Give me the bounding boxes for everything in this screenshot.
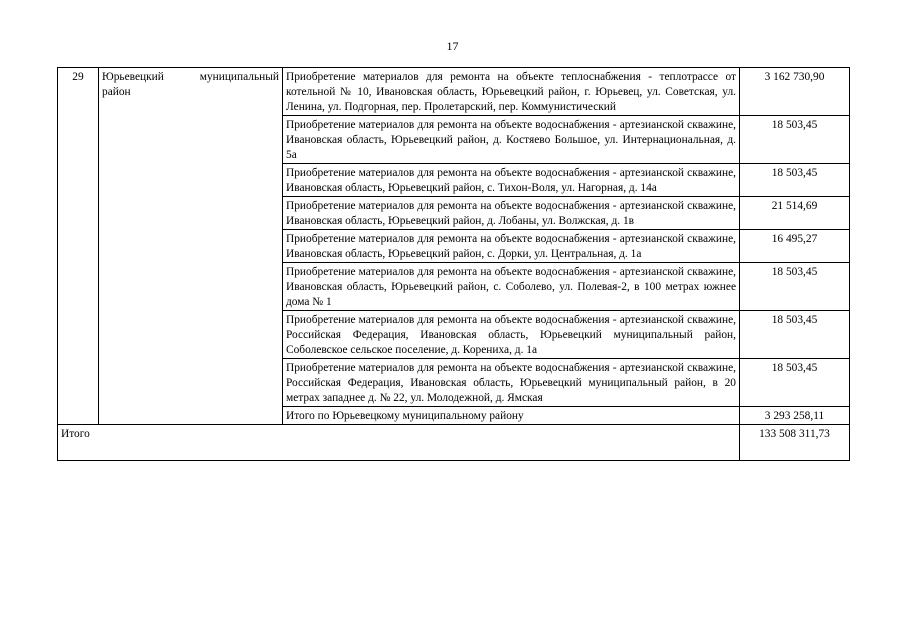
total-amount: 133 508 311,73 — [740, 425, 850, 461]
subtotal-amount: 3 293 258,11 — [740, 407, 850, 425]
item-description: Приобретение материалов для ремонта на объекте водоснабжения - артезианской скважине, Ивановская область, Юрьевецкий район, с. Соболево, ул. Полевая-2, в 100 метрах южнее дома № 1 — [283, 263, 740, 311]
total-label: Итого — [58, 425, 740, 461]
page-number: 17 — [446, 39, 459, 53]
item-description: Приобретение материалов для ремонта на объекте теплоснабжения - теплотрассе от котельной № 10, Ивановская область, Юрьевецкий район, г. Юрьевец, ул. Советская, ул. Ленина, ул. Подгорная, пер. Пролетарский, пер. Коммунистический — [283, 68, 740, 116]
item-amount: 18 503,45 — [740, 311, 850, 359]
item-description: Приобретение материалов для ремонта на объекте водоснабжения - артезианской скважине, Ивановская область, Юрьевецкий район, д. Костяево Большое, ул. Интернациональная, д. 5а — [283, 116, 740, 164]
item-description: Приобретение материалов для ремонта на объекте водоснабжения - артезианской скважине, Российская Федерация, Ивановская область, Юрьевецкий муниципальный район, в 20 метрах западнее д. № 22, ул. Молодежной, д. Ямская — [283, 359, 740, 407]
subtotal-label: Итого по Юрьевецкому муниципальному району — [283, 407, 740, 425]
table-row — [58, 68, 850, 116]
item-description: Приобретение материалов для ремонта на объекте водоснабжения - артезианской скважине, Российская Федерация, Ивановская область, Юрьевецкий муниципальный район, Соболевское сельское поселение, д. Корениха, д. 1а — [283, 311, 740, 359]
item-amount: 18 503,45 — [740, 164, 850, 197]
district-name — [99, 68, 283, 425]
item-description: Приобретение материалов для ремонта на объекте водоснабжения - артезианской скважине, Ивановская область, Юрьевецкий район, с. Дорки, ул. Центральная, д. 1а — [283, 230, 740, 263]
district-name-line2: район — [102, 86, 131, 98]
district-name-line1: Юрьевецкий муниципальный — [102, 71, 279, 83]
row-number: 29 — [58, 68, 99, 425]
item-amount: 3 162 730,90 — [740, 68, 850, 116]
item-amount: 18 503,45 — [740, 263, 850, 311]
item-amount: 18 503,45 — [740, 116, 850, 164]
item-amount: 21 514,69 — [740, 197, 850, 230]
item-amount: 18 503,45 — [740, 359, 850, 407]
item-description: Приобретение материалов для ремонта на объекте водоснабжения - артезианской скважине, Ивановская область, Юрьевецкий район, с. Тихон-Воля, ул. Нагорная, д. 14а — [283, 164, 740, 197]
item-description: Приобретение материалов для ремонта на объекте водоснабжения - артезианской скважине, Ивановская область, Юрьевецкий район, д. Лобаны, ул. Волжская, д. 1в — [283, 197, 740, 230]
budget-table — [57, 67, 850, 461]
item-amount: 16 495,27 — [740, 230, 850, 263]
total-row — [58, 425, 850, 461]
